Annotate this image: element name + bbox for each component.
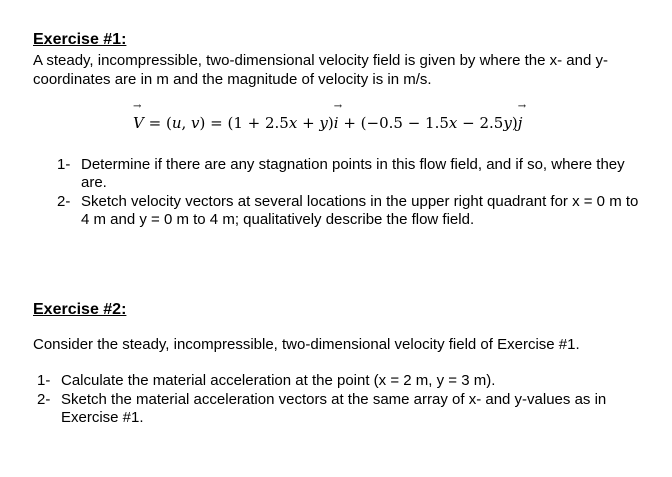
eq-part: − 2.5 bbox=[457, 114, 504, 132]
eq-part: ) = (1 + 2.5 bbox=[199, 114, 289, 132]
list-item-number: 1- bbox=[37, 372, 51, 389]
list-item-number: 2- bbox=[37, 391, 51, 408]
exercise-1-intro: A steady, incompressible, two-dimensional velocity field is given by where the x- and y-coordinates are in m and the magnitude of velocity is in m/s. bbox=[33, 52, 608, 88]
exercise-2-list bbox=[37, 372, 652, 428]
eq-part: + (−0.5 − 1.5 bbox=[338, 114, 449, 132]
list-item bbox=[37, 372, 652, 390]
eq-x: x bbox=[288, 114, 298, 132]
eq-y: y bbox=[319, 114, 328, 132]
exercise-2-heading: Exercise #2: bbox=[33, 301, 127, 318]
list-item-text: Sketch the material acceleration vectors at the same array of x- and y-values as in Exercise #1. bbox=[61, 391, 607, 426]
velocity-equation bbox=[133, 113, 522, 133]
unit-vector-j: → j bbox=[518, 113, 523, 133]
list-item-text: Determine if there are any stagnation points in this flow field, and if so, where they are. bbox=[81, 156, 625, 191]
list-item bbox=[37, 391, 652, 427]
list-item-text: Sketch velocity vectors at several locations in the upper right quadrant for x = 0 m to 4 m and y = 0 m to 4 m; qualitatively describe the flow field. bbox=[81, 193, 639, 228]
eq-y: y bbox=[503, 114, 512, 132]
exercise-1-list bbox=[57, 156, 647, 230]
exercise-1-heading: Exercise #1: bbox=[33, 31, 127, 48]
unit-vector-i: → i bbox=[334, 113, 339, 133]
eq-part: , bbox=[181, 114, 192, 132]
list-item bbox=[57, 193, 647, 229]
eq-part: = ( bbox=[143, 114, 172, 132]
list-item-number: 2- bbox=[57, 193, 71, 210]
eq-part: ) bbox=[511, 114, 518, 132]
eq-x: x bbox=[448, 114, 458, 132]
eq-v: v bbox=[191, 114, 200, 132]
eq-part: ) bbox=[327, 114, 334, 132]
eq-u: u bbox=[171, 114, 182, 132]
list-item-text: Calculate the material acceleration at the point (x = 2 m, y = 3 m). bbox=[61, 372, 496, 389]
list-item bbox=[57, 156, 647, 192]
list-item-number: 1- bbox=[57, 156, 71, 173]
eq-part: + bbox=[297, 114, 320, 132]
velocity-vector-symbol: → V bbox=[133, 113, 144, 133]
exercise-2-intro: Consider the steady, incompressible, two-dimensional velocity field of Exercise #1. bbox=[33, 336, 580, 353]
